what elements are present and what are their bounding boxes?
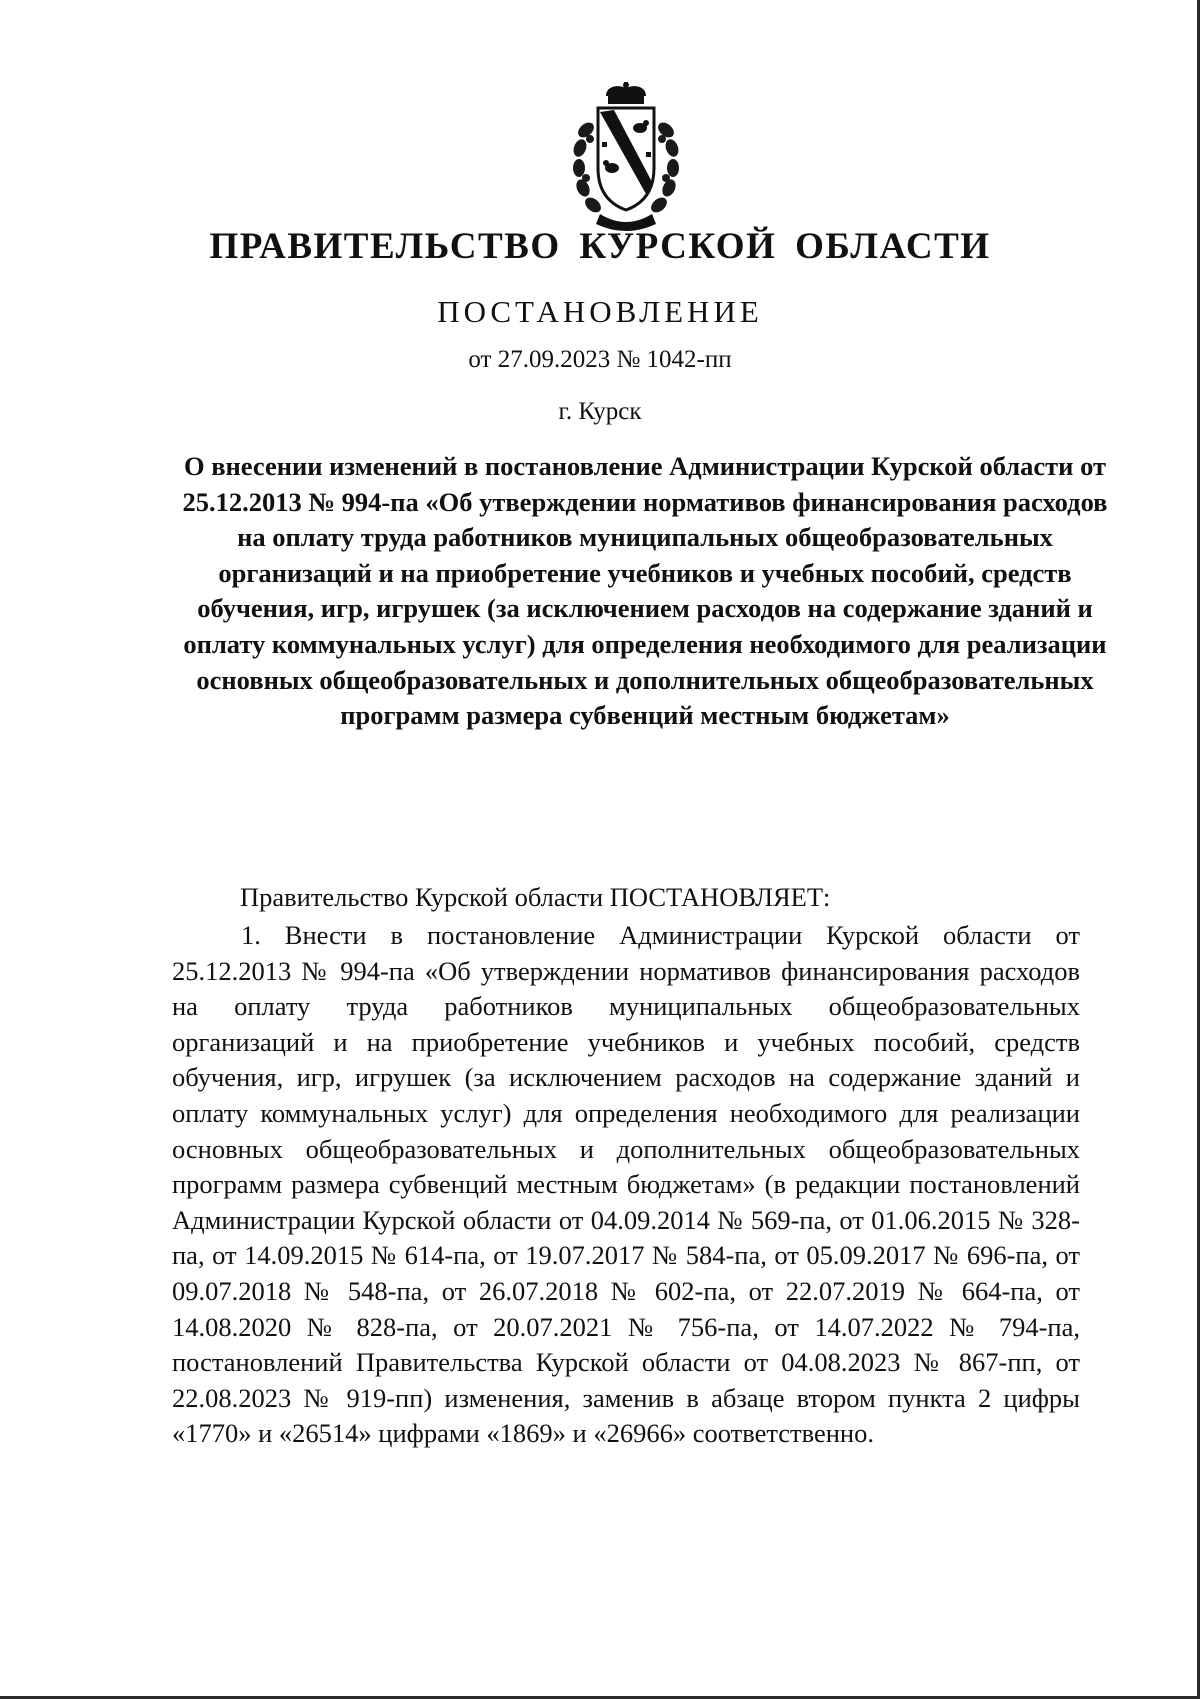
preamble: Правительство Курской области ПОСТАНОВЛЯЕТ:	[240, 882, 831, 912]
coat-of-arms-icon	[560, 82, 692, 232]
document-city: г. Курск	[558, 398, 642, 425]
government-title: ПРАВИТЕЛЬСТВО КУРСКОЙ ОБЛАСТИ	[209, 226, 991, 267]
document-type: ПОСТАНОВЛЕНИЕ	[437, 294, 763, 329]
clause-1: 1. Внести в постановление Администрации Курской области от 25.12.2013 № 994-па «Об утверждении нормативов финансирования расходов на оплату труда работников муниципальных общеобразовательных организаций и на приобретение учебников и учебных пособий, средств обучения, игр, игрушек (за исключением расходов на содержание зданий и оплату коммунальных услуг) для определения необходимого для реализации основных общеобразовательных и дополнительных общеобразовательных программ размера субвенций местным бюджетам» (в редакции постановлений Администрации Курской области от 04.09.2014 № 569-па, от 01.06.2015 № 328-па, от 14.09.2015 № 614-па, от 19.07.2017 № 584-па, от 05.09.2017 № 696-па, от 09.07.2018 № 548-па, от 26.07.2018 № 602-па, от 22.07.2019 № 664-па, от 14.08.2020 № 828-па, от 20.07.2021 № 756-па, от 14.07.2022 № 794-па, постановлений Правительства Курской области от 04.08.2023 № 867-пп, от 22.08.2023 № 919-пп) изменения, заменив в абзаце втором пункта 2 цифры «1770» и «26514» цифрами «1869» и «26966» соответственно.	[172, 920, 1080, 1449]
document-date-number: от 27.09.2023 № 1042-пп	[468, 346, 732, 373]
document-subject: О внесении изменений в постановление Администрации Курской области от 25.12.2013 № 994-па «Об утверждении нормативов финансирования расходов на оплату труда работников муниципальных общеобразовательных организаций и на приобретение учебников и учебных пособий, средств обучения, игр, игрушек (за исключением расходов на содержание зданий и оплату коммунальных услуг) для определения необходимого для реализации основных общеобразовательных и дополнительных общеобразовательных программ размера субвенций местным бюджетам»	[182, 451, 1108, 731]
